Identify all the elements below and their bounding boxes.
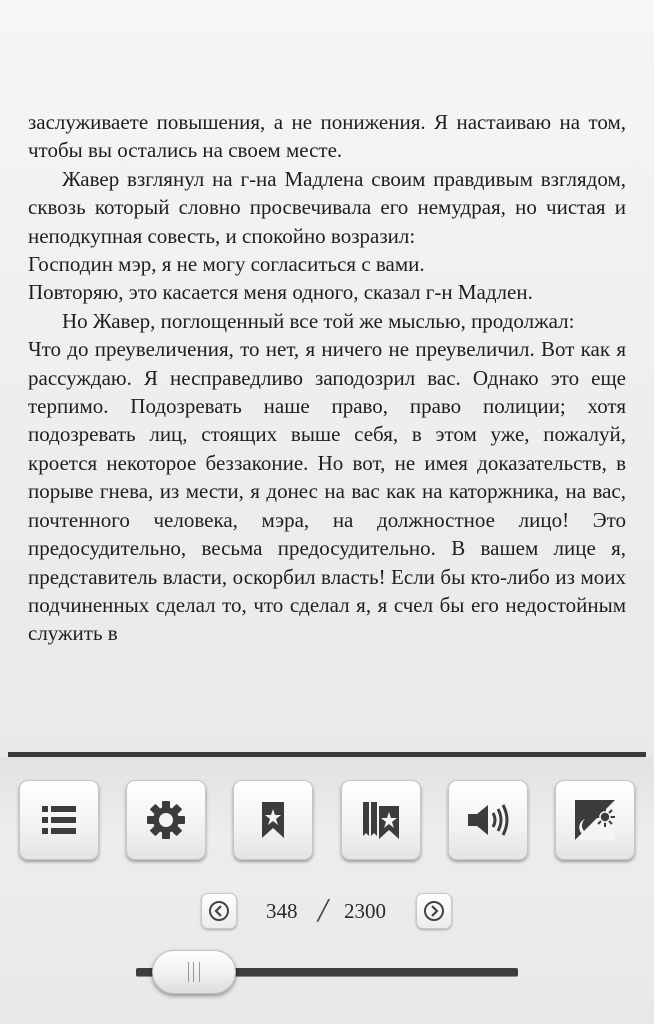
list-icon xyxy=(42,805,76,835)
page-slider[interactable] xyxy=(0,946,654,1002)
reader-toolbar xyxy=(0,780,654,864)
bookmarks-list-button[interactable] xyxy=(341,780,421,860)
bookmarks-stack-icon xyxy=(361,800,401,840)
page-separator: / xyxy=(318,892,328,929)
bookmark-star-icon xyxy=(260,801,286,839)
paragraph: Но Жавер, поглощенный все той же мыслью, продолжал: xyxy=(62,308,575,333)
previous-page-button[interactable] xyxy=(201,893,237,929)
read-aloud-button[interactable] xyxy=(448,780,528,860)
settings-button[interactable] xyxy=(126,780,206,860)
chevron-right-icon xyxy=(423,900,445,922)
next-page-button[interactable] xyxy=(416,893,452,929)
paragraph: Повторяю, это касается меня одного, сказал г-н Мадлен. xyxy=(28,280,533,305)
day-night-button[interactable] xyxy=(555,780,635,860)
chevron-left-icon xyxy=(208,900,230,922)
contents-button[interactable] xyxy=(19,780,99,860)
current-page-number: 348 xyxy=(266,899,298,923)
add-bookmark-button[interactable] xyxy=(233,780,313,860)
slider-thumb[interactable] xyxy=(152,950,236,994)
total-page-count: 2300 xyxy=(344,899,386,923)
paragraph: заслуживаете повышения, а не понижения. Я настаиваю на том, чтобы вы остались на своем месте. xyxy=(28,110,626,163)
paragraph: Что до преувеличения, то нет, я ничего не преувеличил. Вот как я рассуждаю. Я несправедливо заподозрил вас. Однако это еще терпимо. Подозревать наше право, право полиции; хотя подозревать лиц, стоящих выше себя, в этом уже, пожалуй, кроется некоторое беззаконие. Но вот, не имея доказательств, в порыве гнева, из мести, я донес на вас как на каторжника, на вас, почтенного человека, мэра, на должностное лицо! Это предосудительно, весьма предосудительно. В вашем лице я, представитель власти, оскорбил власть! Если бы кто-либо из моих подчиненных сделал то, что сделал я, я счел бы его недостойным служить в xyxy=(28,337,626,646)
book-text xyxy=(28,108,626,648)
gear-icon xyxy=(146,800,186,840)
page-navigator xyxy=(0,888,654,934)
grip-icon xyxy=(188,962,200,982)
paragraph: Жавер взглянул на г-на Мадлена своим правдивым взглядом, сквозь который словно просвечивала его немудрая, но чистая и неподкупная совесть, и спокойно возразил: xyxy=(28,166,626,248)
speaker-icon xyxy=(466,803,510,837)
day-night-icon xyxy=(574,799,616,841)
paragraph: Господин мэр, я не могу согласиться с вами. xyxy=(28,252,425,277)
